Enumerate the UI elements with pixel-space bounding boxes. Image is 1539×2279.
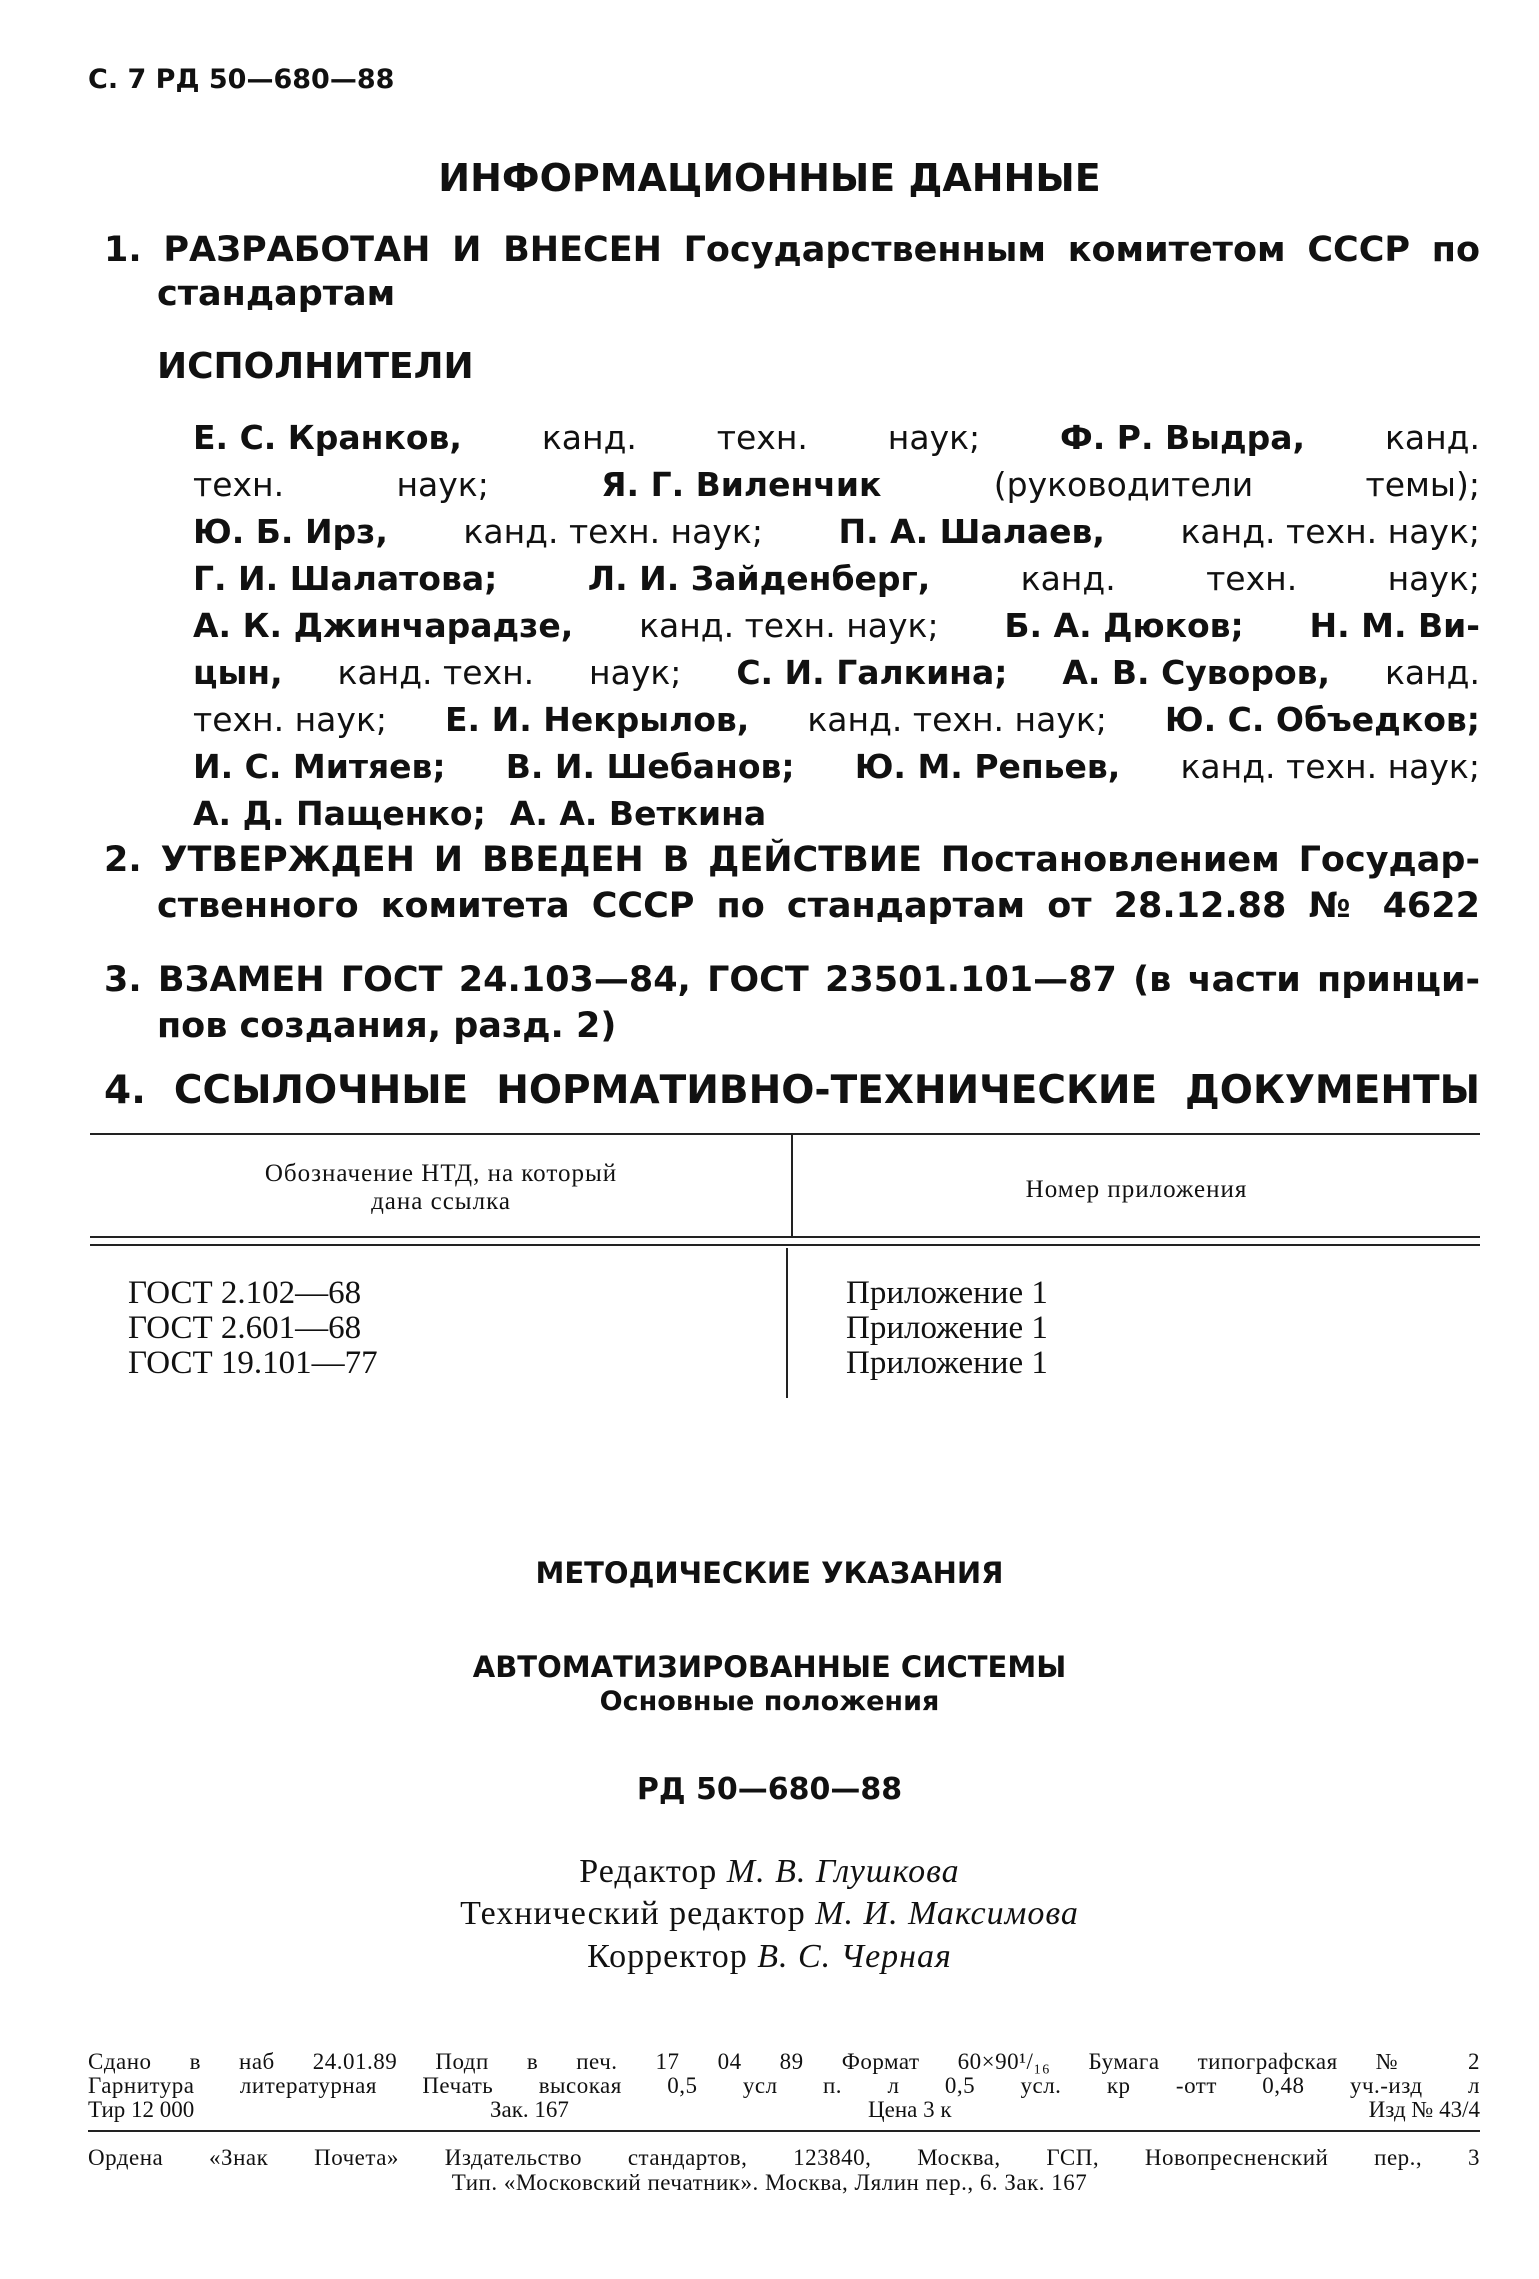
imprint-rule bbox=[88, 2130, 1480, 2132]
executor-degree: наук; bbox=[887, 418, 981, 457]
executors-line bbox=[193, 700, 1480, 739]
table-header-rule-2 bbox=[90, 1244, 1480, 1246]
table-cell-appendix: Приложение 1 bbox=[846, 1275, 1048, 1311]
executor-name: А. В. Суворов, bbox=[1062, 653, 1331, 692]
item-2-line-2: ственного комитета СССР по стандартам от 28.12.88 № 4622 bbox=[157, 886, 1480, 926]
executor-name: Г. И. Шалатова; bbox=[193, 559, 498, 598]
executor-name: Е. И. Некрылов, bbox=[445, 700, 750, 739]
editor-label: Редактор bbox=[579, 1853, 718, 1890]
executor-degree: темы); bbox=[1365, 465, 1480, 504]
imprint-price: Цена 3 к bbox=[868, 2097, 952, 2122]
table-col1-header-line1: Обозначение НТД, на который bbox=[264, 1160, 618, 1187]
executor-name: Б. А. Дюков; bbox=[1004, 606, 1244, 645]
table-row bbox=[128, 1346, 1128, 1381]
table-top-rule bbox=[90, 1133, 1480, 1135]
table-header-rule-1 bbox=[90, 1236, 1480, 1238]
section-title: ИНФОРМАЦИОННЫЕ ДАННЫЕ bbox=[438, 156, 1101, 200]
executor-degree: наук; bbox=[396, 465, 489, 504]
table-cell-doc: ГОСТ 19.101—77 bbox=[128, 1345, 378, 1381]
executor-name: Ф. Р. Выдра, bbox=[1060, 418, 1306, 457]
item-3-line-2: пов создания, разд. 2) bbox=[157, 1006, 617, 1046]
corrector-label: Корректор bbox=[587, 1938, 748, 1975]
executors-line bbox=[193, 465, 1480, 504]
executor-degree: канд. bbox=[1020, 559, 1116, 598]
executor-name: Я. Г. Виленчик bbox=[601, 465, 882, 504]
executor-name: А. К. Джинчарадзе, bbox=[193, 606, 574, 645]
table-cell-doc: ГОСТ 2.102—68 bbox=[128, 1275, 362, 1311]
executor-name: И. С. Митяев; bbox=[193, 747, 446, 786]
item-1-prefix: 1. РАЗРАБОТАН И ВНЕСЕН bbox=[104, 230, 662, 270]
executor-degree: канд. техн. наук; bbox=[1180, 512, 1480, 551]
table-row bbox=[128, 1276, 1128, 1311]
executor-degree: техн. bbox=[716, 418, 808, 457]
executor-name: Ю. С. Объедков; bbox=[1164, 700, 1480, 739]
executor-name: Ю. М. Репьев, bbox=[854, 747, 1121, 786]
executors-heading: ИСПОЛНИТЕЛИ bbox=[157, 346, 474, 387]
executor-degree: канд. техн. наук; bbox=[463, 512, 763, 551]
executor-degree: канд. техн. наук; bbox=[1180, 747, 1480, 786]
item-3-line-1: 3. ВЗАМЕН ГОСТ 24.103—84, ГОСТ 23501.101—87 (в части принци- bbox=[104, 960, 1480, 1000]
table-cell-doc: ГОСТ 2.601—68 bbox=[128, 1310, 362, 1346]
executor-degree: наук; bbox=[1387, 559, 1480, 598]
item-1-rest: Государственным комитетом СССР по bbox=[683, 230, 1480, 270]
page-header: С. 7 РД 50—680—88 bbox=[88, 64, 395, 95]
executor-name: Ю. Б. Ирз, bbox=[193, 512, 388, 551]
imprint-edition: Изд № 43/4 bbox=[1368, 2097, 1480, 2122]
executor-degree: наук; bbox=[589, 653, 682, 692]
editor-name: М. В. Глушкова bbox=[726, 1853, 960, 1890]
executor-name: В. И. Шебанов; bbox=[505, 747, 795, 786]
executor-degree: техн. bbox=[193, 465, 285, 504]
executor-name: А. Д. Пащенко; bbox=[193, 794, 486, 833]
imprint-circulation: Тир 12 000 bbox=[88, 2097, 195, 2122]
imprint-order: Зак. 167 bbox=[490, 2097, 569, 2122]
item-2-prefix: 2. УТВЕРЖДЕН И ВВЕДЕН В ДЕЙСТВИЕ bbox=[104, 840, 922, 880]
executor-degree: канд. bbox=[1384, 653, 1480, 692]
executors-line bbox=[193, 606, 1480, 645]
executors-line bbox=[193, 418, 1480, 457]
tech-editor-name: М. И. Максимова bbox=[815, 1895, 1079, 1932]
imprint-line-2: Гарнитура литературная Печать высокая 0,5 усл п. л 0,5 усл. кр -отт 0,48 уч.-изд л bbox=[88, 2073, 1480, 2098]
executor-degree: (руководители bbox=[993, 465, 1254, 504]
table-col1-header bbox=[92, 1160, 790, 1216]
table-cell-appendix: Приложение 1 bbox=[846, 1345, 1048, 1381]
executor-name: Л. И. Зайденберг, bbox=[587, 559, 931, 598]
doc-code: РД 50—680—88 bbox=[636, 1772, 903, 1807]
doc-subtitle: Основные положения bbox=[599, 1686, 940, 1717]
executor-degree: канд. техн. наук; bbox=[807, 700, 1107, 739]
table-cell-appendix: Приложение 1 bbox=[846, 1310, 1048, 1346]
corrector-name: В. С. Черная bbox=[757, 1938, 952, 1975]
item-4-title: 4. ССЫЛОЧНЫЕ НОРМАТИВНО-ТЕХНИЧЕСКИЕ ДОКУМЕНТЫ bbox=[104, 1068, 1480, 1113]
item-2-line-1 bbox=[104, 840, 1480, 880]
executor-name: Н. М. Ви- bbox=[1309, 606, 1480, 645]
tech-editor-line bbox=[0, 1895, 1539, 1933]
executor-name: цын, bbox=[193, 653, 283, 692]
item-1-line-1 bbox=[104, 230, 1480, 270]
table-col1-header-line2: дана ссылка bbox=[371, 1188, 511, 1215]
executor-name: С. И. Галкина; bbox=[736, 653, 1008, 692]
table-col2-header: Номер приложения bbox=[1025, 1176, 1248, 1203]
item-1-line-2: стандартам bbox=[157, 274, 396, 314]
printer-line-2: Тип. «Московский печатник». Москва, Лялин пер., 6. Зак. 167 bbox=[451, 2170, 1088, 2195]
executor-degree: техн. bbox=[1206, 559, 1298, 598]
printer-line-1: Ордена «Знак Почета» Издательство стандартов, 123840, Москва, ГСП, Новопресненский пер., 3 bbox=[88, 2145, 1480, 2170]
executors-line bbox=[193, 512, 1480, 551]
executors-line bbox=[193, 653, 1480, 692]
executor-degree: канд. bbox=[1384, 418, 1480, 457]
executor-degree: канд. bbox=[541, 418, 637, 457]
executors-line bbox=[193, 794, 1480, 833]
executor-degree: канд. техн. bbox=[337, 653, 535, 692]
executor-degree: техн. наук; bbox=[193, 700, 387, 739]
editor-line bbox=[0, 1853, 1539, 1891]
executors-line bbox=[193, 747, 1480, 786]
executor-name: Е. С. Кранков, bbox=[193, 418, 462, 457]
item-2-rest: Постановлением Государ- bbox=[940, 840, 1480, 880]
executor-name: А. А. Веткина bbox=[509, 794, 767, 833]
doc-title: АВТОМАТИЗИРОВАННЫЕ СИСТЕМЫ bbox=[472, 1650, 1067, 1684]
doc-type: МЕТОДИЧЕСКИЕ УКАЗАНИЯ bbox=[535, 1556, 1004, 1590]
executors-line bbox=[193, 559, 1480, 598]
executor-name: П. А. Шалаев, bbox=[838, 512, 1105, 551]
corrector-line bbox=[0, 1938, 1539, 1976]
table-row bbox=[128, 1311, 1128, 1346]
imprint-line-1: Сдано в наб 24.01.89 Подп в печ. 17 04 89 Формат 60×90¹/₁₆ Бумага типографская № 2 bbox=[88, 2049, 1480, 2074]
executor-degree: канд. техн. наук; bbox=[639, 606, 939, 645]
tech-editor-label: Технический редактор bbox=[460, 1895, 806, 1932]
